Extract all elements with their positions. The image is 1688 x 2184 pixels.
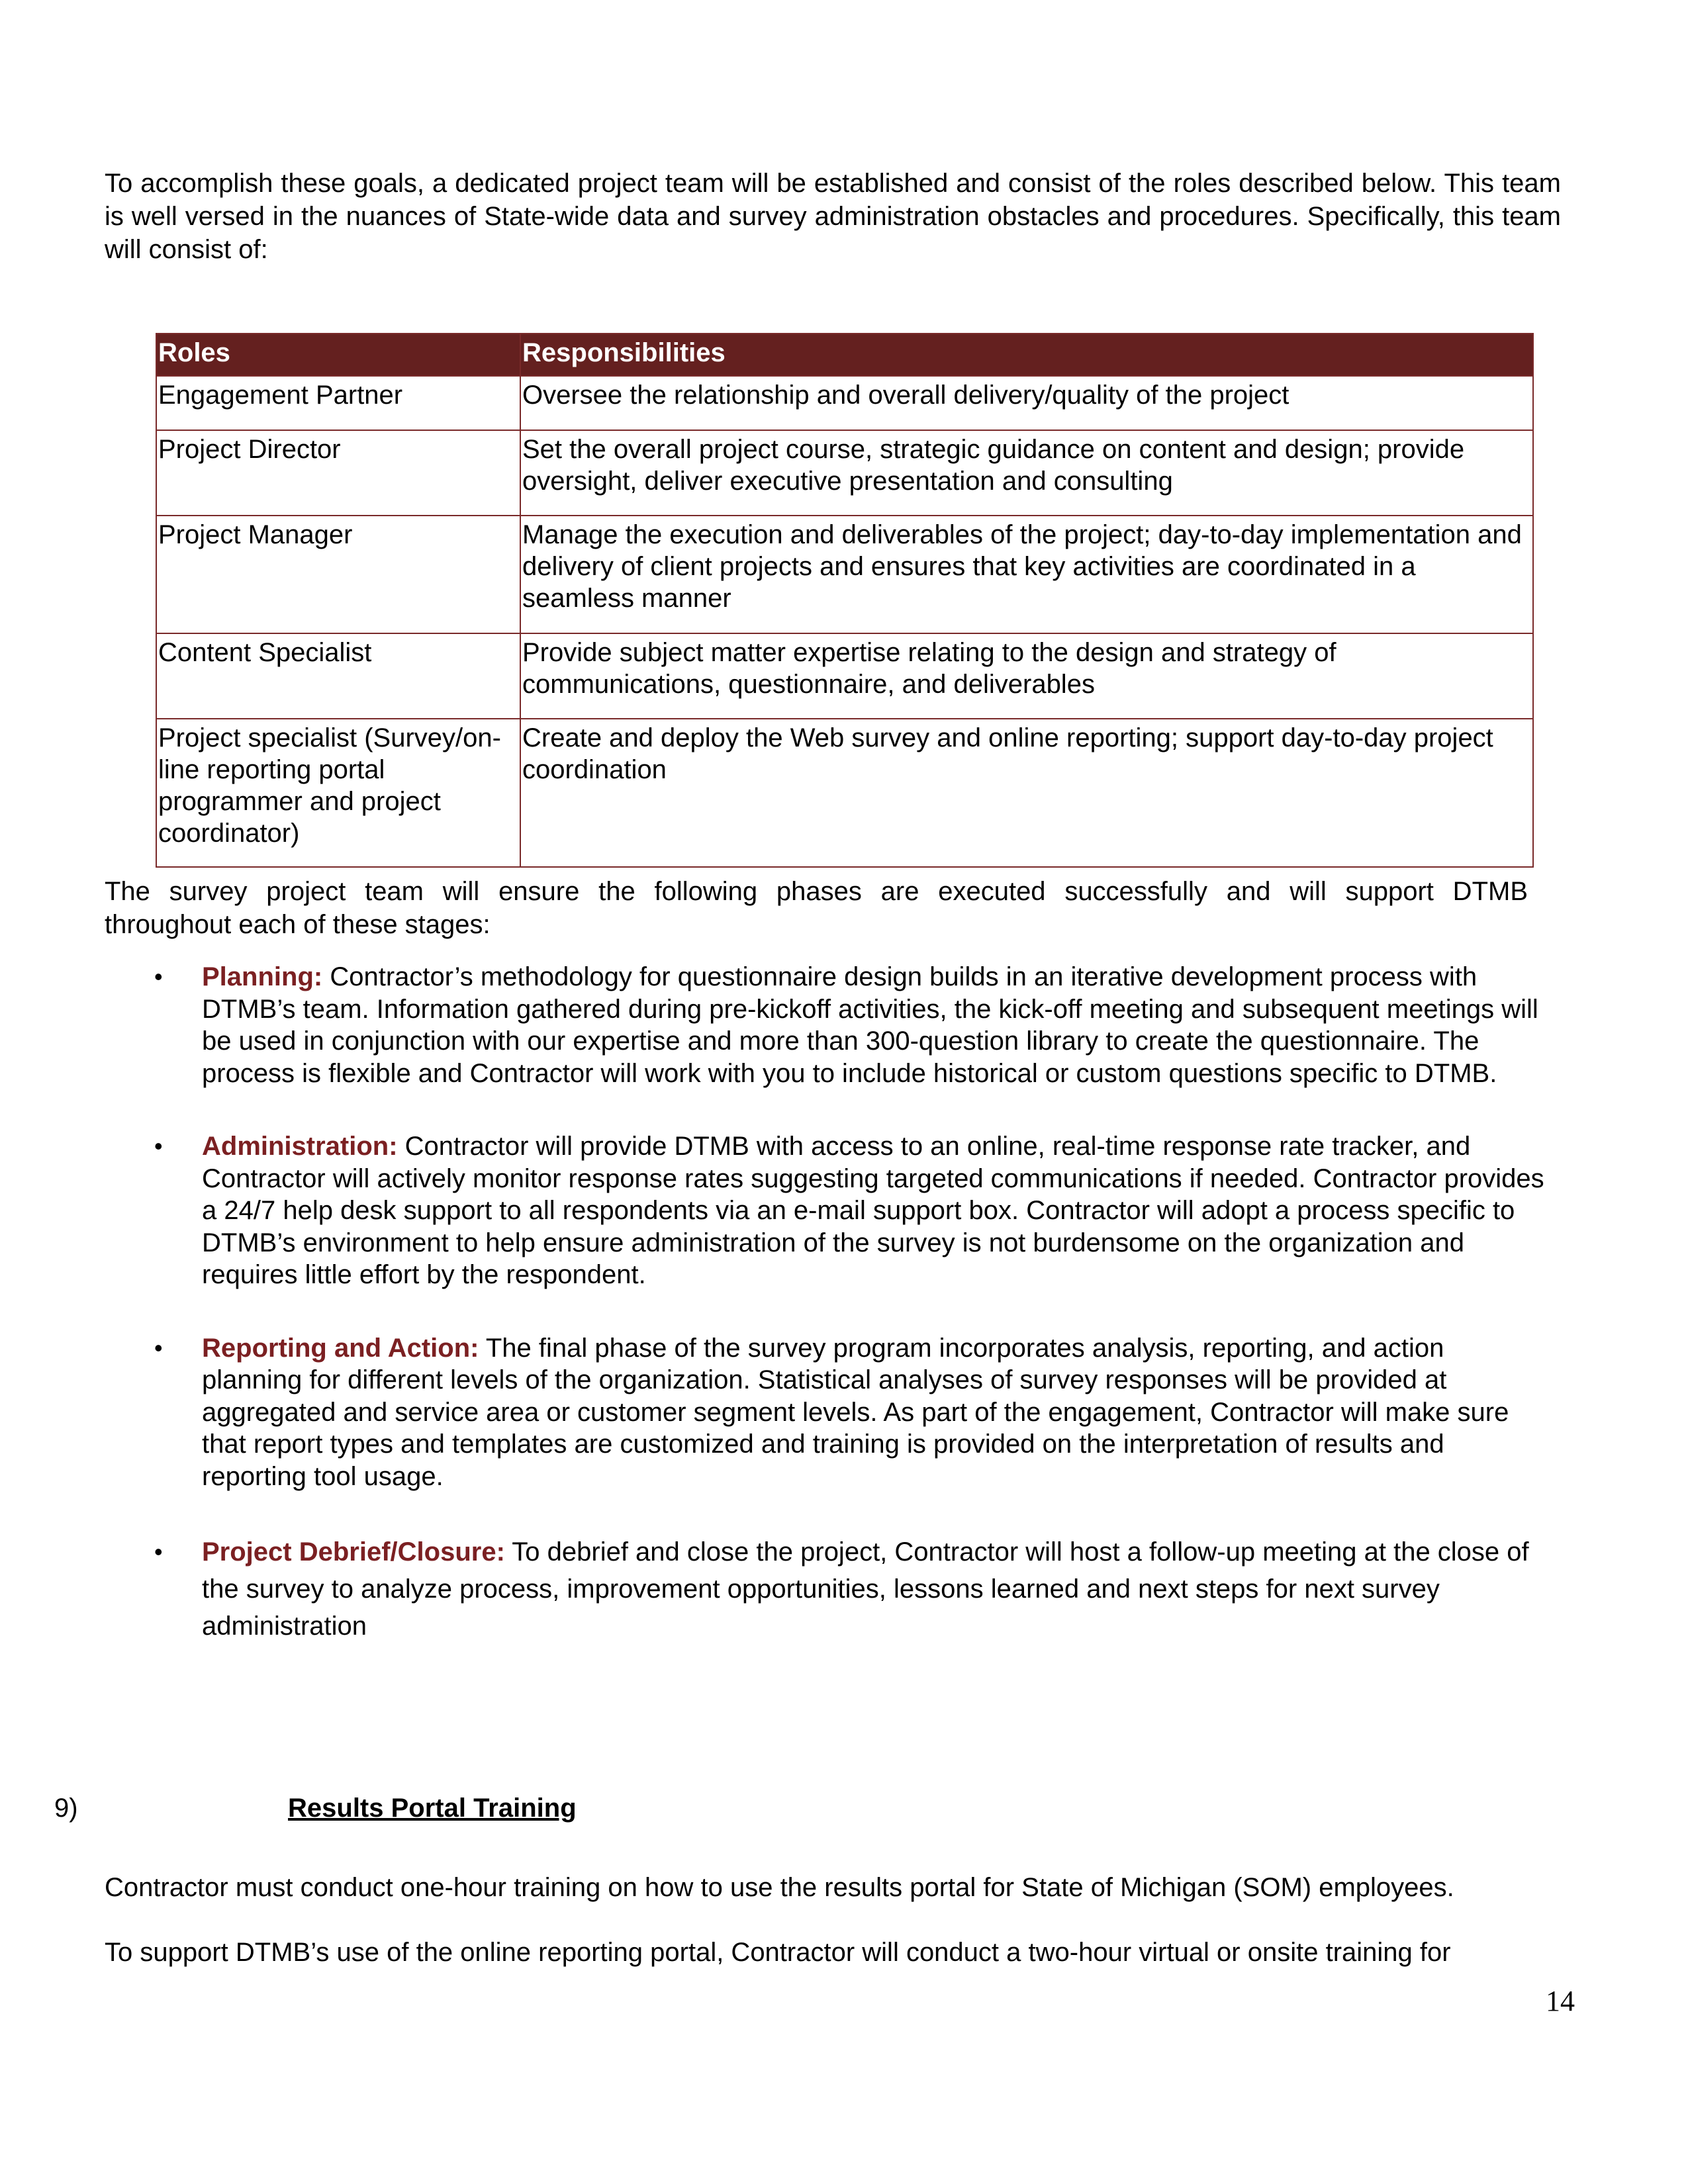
phases-intro-line1: The survey project team will ensure the following phases are executed successfully and will support DTMB xyxy=(105,877,1528,906)
list-item xyxy=(149,1533,1549,1645)
training-paragraph-2: To support DTMB’s use of the online reporting portal, Contractor will conduct a two-hour virtual or onsite training for xyxy=(105,1938,1451,1967)
phase-title: Planning: xyxy=(202,962,323,991)
roles-table xyxy=(156,333,1534,868)
list-item xyxy=(149,1332,1549,1493)
training-paragraph-1: Contractor must conduct one-hour training on how to use the results portal for State of Michigan (SOM) employees. xyxy=(105,1873,1454,1902)
phase-title: Project Debrief/Closure: xyxy=(202,1537,505,1567)
phases-list xyxy=(149,961,1549,1686)
bullet-icon: • xyxy=(154,1132,163,1160)
phases-intro-line2: throughout each of these stages: xyxy=(105,910,491,939)
table-row xyxy=(156,633,1533,719)
section-heading: Results Portal Training xyxy=(288,1794,577,1823)
phase-title: Reporting and Action: xyxy=(202,1333,479,1363)
intro-paragraph: To accomplish these goals, a dedicated project team will be established and consist of the roles described below. This team is well versed in the nuances of State-wide data and survey administration obstacles and procedures. Specifically, this team will consist of: xyxy=(105,169,1561,264)
table-row xyxy=(156,430,1533,516)
phase-title: Administration: xyxy=(202,1132,398,1161)
bullet-icon: • xyxy=(154,1334,163,1361)
phase-text: Contractor will provide DTMB with access to an online, real-time response rate tracker, and Contractor will actively monitor response rates suggesting targeted communications if needed. Contractor provides a 24/7 help desk support to all respondents via an e-mail support box. Contractor will adopt a process specific to DTMB’s environment to help ensure administration of the survey is not burdensome on the organization and requires little effort by the respondent. xyxy=(202,1132,1544,1289)
phase-text: The final phase of the survey program incorporates analysis, reporting, and action planning for different levels of the organization. Statistical analyses of survey responses will be provided at aggregated and service area or customer segment levels. As part of the engagement, Contractor will make sure that report types and templates are customized and training is provided on the interpretation of results and reporting tool usage. xyxy=(202,1333,1509,1491)
responsibility-cell: Create and deploy the Web survey and online reporting; support day-to-day project coordination xyxy=(520,719,1533,867)
page-number: 14 xyxy=(1546,1985,1575,2017)
phases-intro xyxy=(105,875,1528,941)
responsibility-cell: Set the overall project course, strategic guidance on content and design; provide oversight, deliver executive presentation and consulting xyxy=(520,430,1533,516)
list-item xyxy=(149,1130,1549,1291)
table-row xyxy=(156,516,1533,633)
responsibility-cell: Oversee the relationship and overall delivery/quality of the project xyxy=(520,376,1533,430)
bullet-icon: • xyxy=(154,1538,163,1565)
header-responsibilities: Responsibilities xyxy=(520,334,1533,376)
section-number: 9) xyxy=(54,1794,78,1823)
role-cell: Project Director xyxy=(156,430,520,516)
role-cell: Engagement Partner xyxy=(156,376,520,430)
role-cell: Content Specialist xyxy=(156,633,520,719)
responsibility-cell: Manage the execution and deliverables of the project; day-to-day implementation and delivery of client projects and ensures that key activities are coordinated in a seamless manner xyxy=(520,516,1533,633)
responsibility-cell: Provide subject matter expertise relating to the design and strategy of communications, questionnaire, and deliverables xyxy=(520,633,1533,719)
table-row xyxy=(156,376,1533,430)
role-cell: Project Manager xyxy=(156,516,520,633)
role-cell: Project specialist (Survey/on-line reporting portal programmer and project coordinator) xyxy=(156,719,520,867)
table-row xyxy=(156,719,1533,867)
bullet-icon: • xyxy=(154,963,163,990)
list-item xyxy=(149,961,1549,1089)
phase-text: Contractor’s methodology for questionnaire design builds in an iterative development process with DTMB’s team. Information gathered during pre-kickoff activities, the kick-off meeting and subsequent meetings will be used in conjunction with our expertise and more than 300-question library to create the questionnaire. The process is flexible and Contractor will work with you to include historical or custom questions specific to DTMB. xyxy=(202,962,1538,1088)
table-header-row xyxy=(156,334,1533,376)
phase-text: To debrief and close the project, Contractor will host a follow-up meeting at the close of the survey to analyze process, improvement opportunities, lessons learned and next steps for next survey administration xyxy=(202,1537,1529,1641)
header-roles: Roles xyxy=(156,334,520,376)
